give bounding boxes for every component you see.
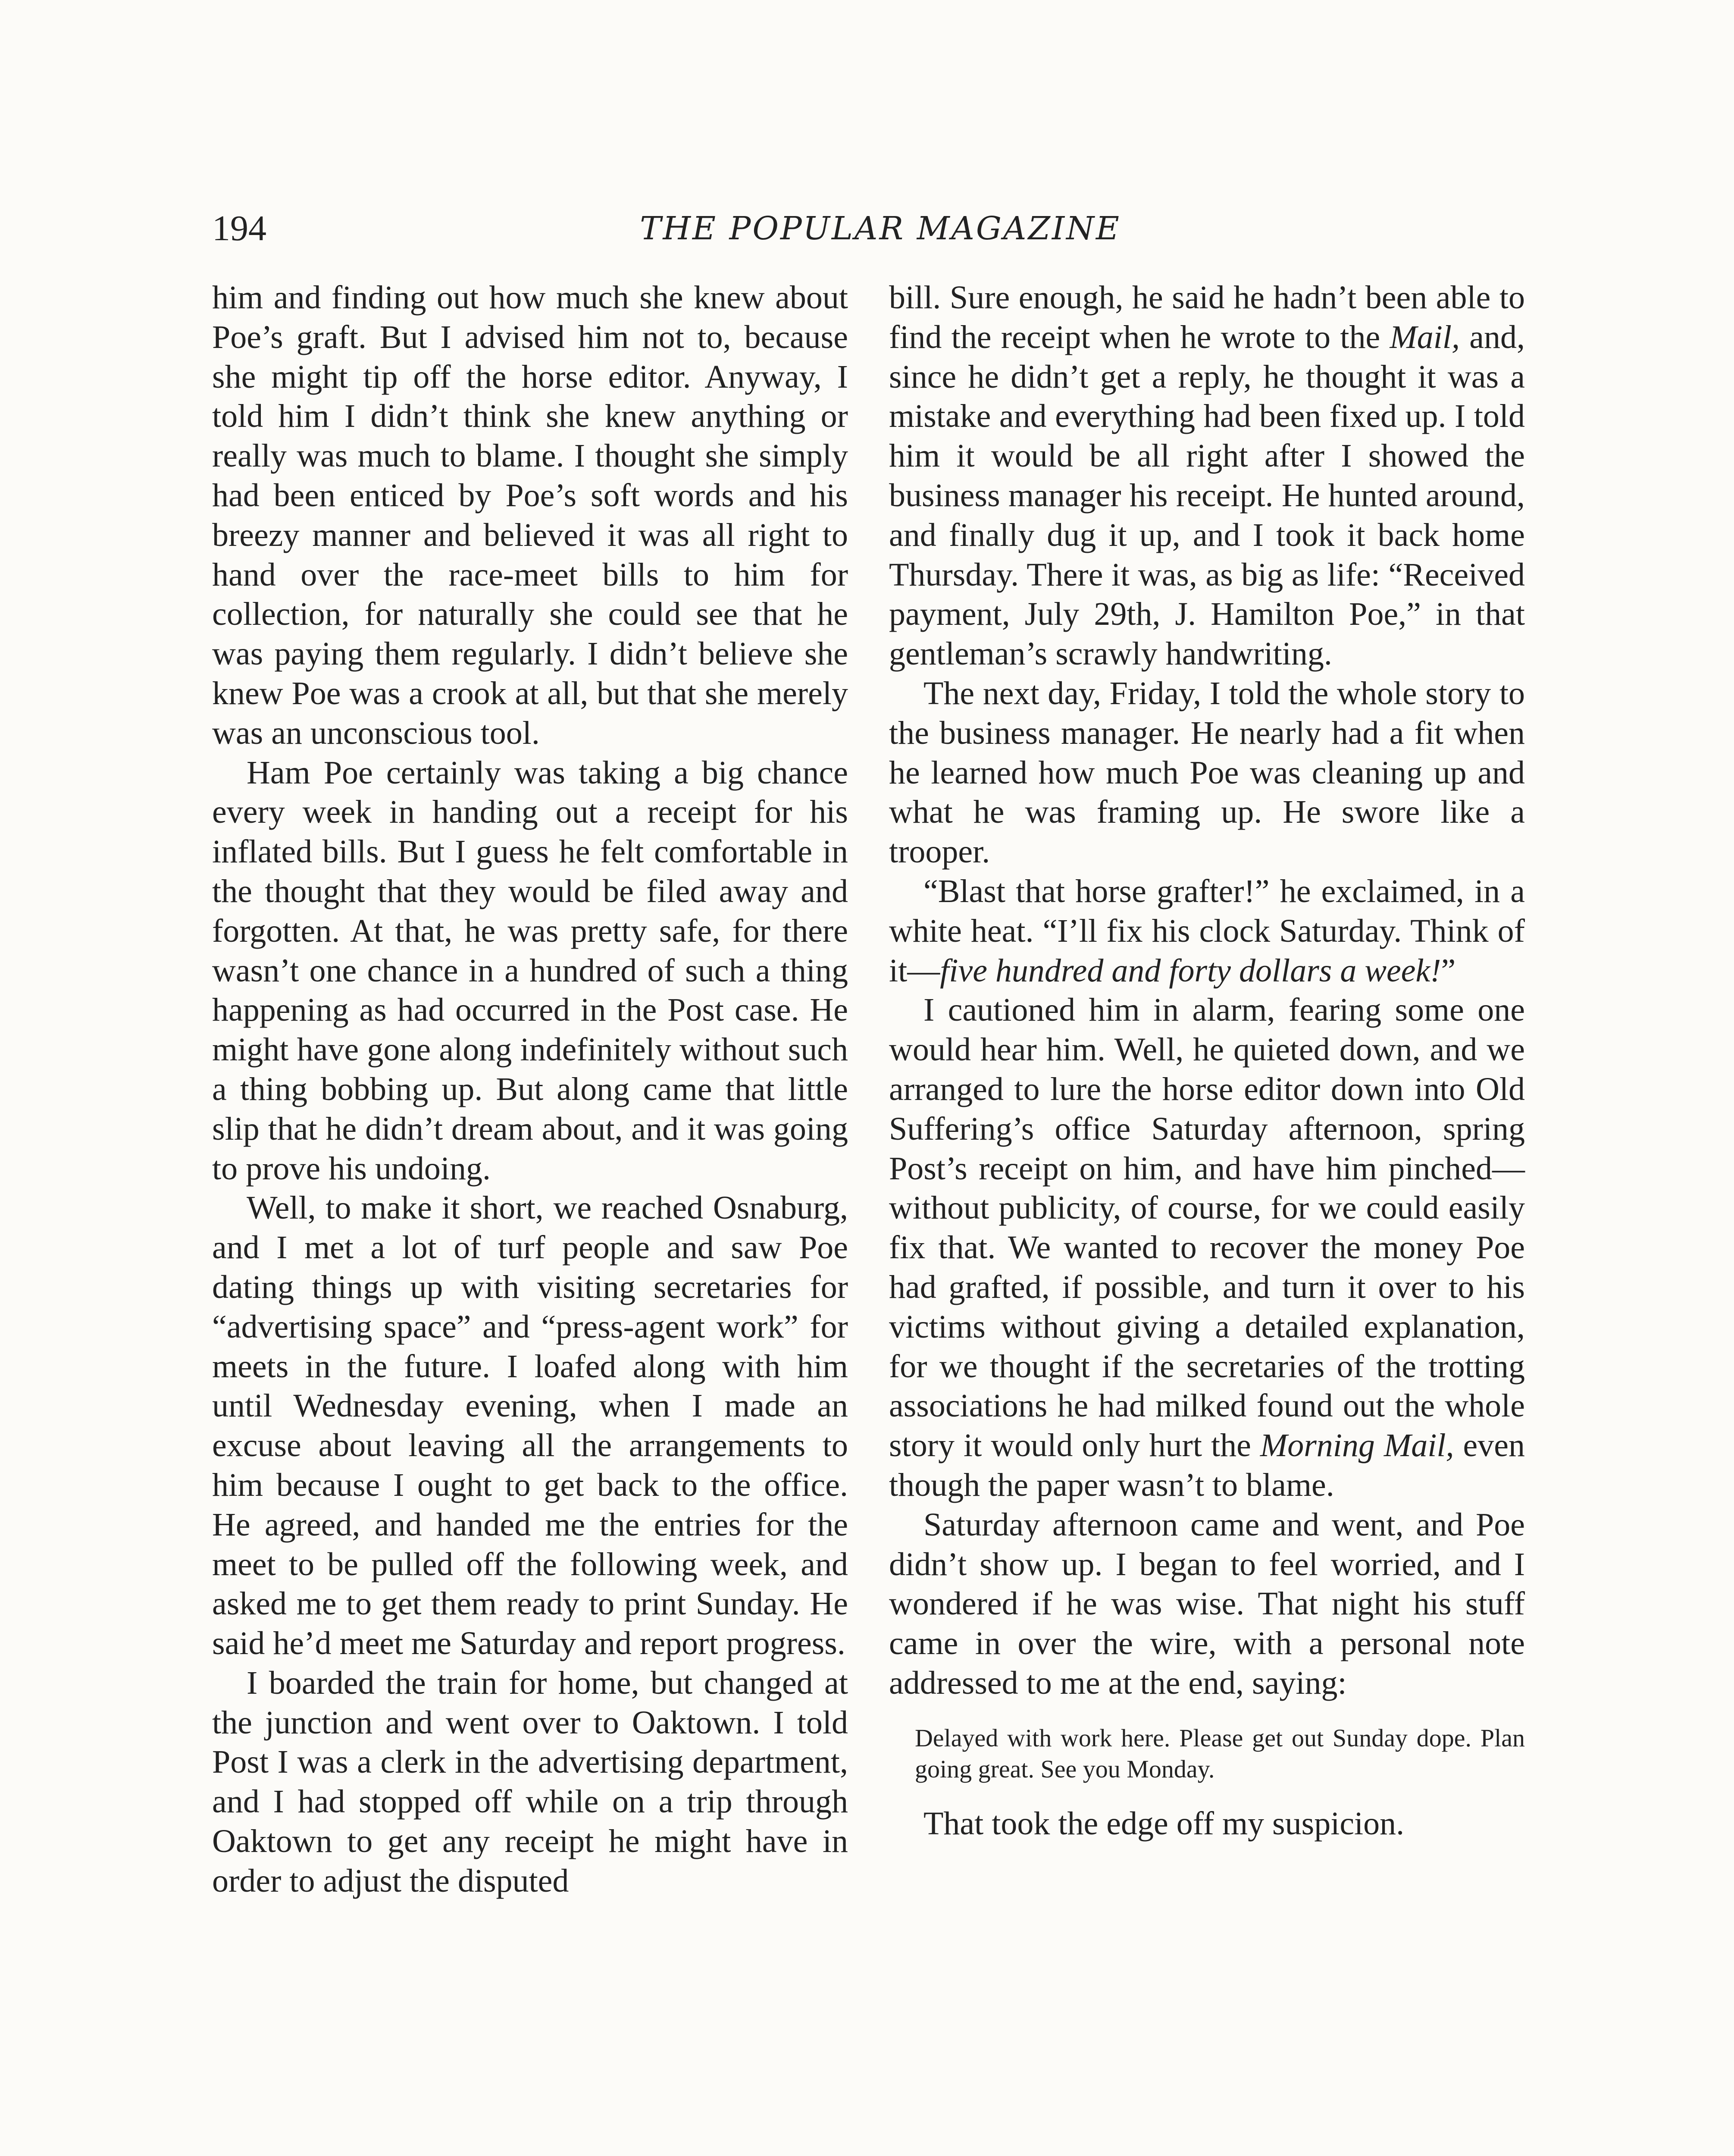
magazine-title: THE POPULAR MAGAZINE [640,210,1121,247]
telegram-note: Delayed with work here. Please get out Sunday dope. Plan going great. See you Monday. [915,1724,1525,1783]
paragraph: Ham Poe certainly was taking a big chance every week in handing out a receipt for his inflated bills. But I guess he felt comfortable in the thought that they would be filed away and forgotten. At that, he was pretty safe, for there wasn’t one chance in a hundred of such a thing happening as had occurred in the Post case. He might have gone along indefinitely without such a thing bobbing up. But along came that little slip that he didn’t dream about, and it was going to prove his undoing. [212,754,848,1187]
paragraph: That took the edge off my suspicion. [923,1805,1405,1842]
text-run: I cautioned him in alarm, fearing some one would hear him. Well, he quieted down, and we arranged to lure the horse editor down into Old Suffering’s office Saturday afternoon, spring Post’s receipt on him, and have him pinched—without publicity, of course, for we could easily fix that. We wanted to recover the money Poe had grafted, if possible, and turn it over to his victims without giving a detailed explanation, for we thought if the secretaries of the trotting associations he had milked found out the whole story it would only hurt the [889,992,1525,1464]
page-number: 194 [212,208,266,248]
paragraph: Well, to make it short, we reached Osnaburg, and I met a lot of turf people and saw Poe dating things up with visiting secretaries for “advertising space” and “press-agent work” for meets in the future. I loafed along with him until Wednesday evening, when I made an excuse about leaving all the arrangements to him because I ought to get back to the office. He agreed, and handed me the entries for the meet to be pulled off the following week, and asked me to get them ready to print Sunday. He said he’d meet me Saturday and report progress. [212,1190,848,1662]
paragraph [889,872,1525,990]
paragraph: The next day, Friday, I told the whole story to the business manager. He nearly had a fit when he learned how much Poe was cleaning up and what he was framing up. He swore like a trooper. [889,675,1525,870]
newspaper-name: Mail, [1390,319,1460,355]
paragraph: I boarded the train for home, but changed at the junction and went over to Oaktown. I told Post I was a clerk in the advertising department, and I had stopped off while on a trip through Oaktown to get any receipt he might have in order to adjust the disputed [212,1664,848,1899]
text-run: and, since he didn’t get a reply, he thought it was a mistake and everything had been fixed up. I told him it would be all right after I showed the business manager his receipt. He hunted around, and finally dug it up, and I took it back home Thursday. There it was, as big as life: “Received payment, July 29th, J. Hamilton Poe,” in that gentleman’s scrawly handwriting. [889,319,1525,672]
paragraph [889,278,1525,674]
paragraph: him and finding out how much she knew about Poe’s graft. But I advised him not to, because she might tip off the horse editor. Anyway, I told him I didn’t think she knew anything or really was much to blame. I thought she simply had been enticed by Poe’s soft words and his breezy manner and believed it was all right to hand over the race-meet bills to him for collection, for naturally she could see that he was paying them regularly. I didn’t believe she knew Poe was a crook at all, but that she merely was an unconscious tool. [212,279,848,751]
running-head [212,203,1523,254]
text-run: even though the paper wasn’t to blame. [889,1427,1525,1503]
text-run: bill. Sure enough, he said he hadn’t been able to find the receipt when he wrote to the [889,279,1525,355]
right-column [889,278,1525,1843]
text-run: “Blast that horse grafter!” he exclaimed, in a white heat. “I’ll fix his clock Saturday. Think of it— [889,873,1525,989]
paragraph [889,990,1525,1505]
paragraph: Saturday afternoon came and went, and Poe didn’t show up. I began to feel worried, and I wondered if he was wise. That night his stuff came in over the wire, with a personal note addressed to me at the end, saying: [889,1506,1525,1701]
newspaper-name: Morning Mail, [1260,1427,1454,1464]
text-run: ” [1441,952,1456,989]
emphasis: five hundred and forty dollars a week! [940,952,1441,989]
left-column [212,278,848,1901]
